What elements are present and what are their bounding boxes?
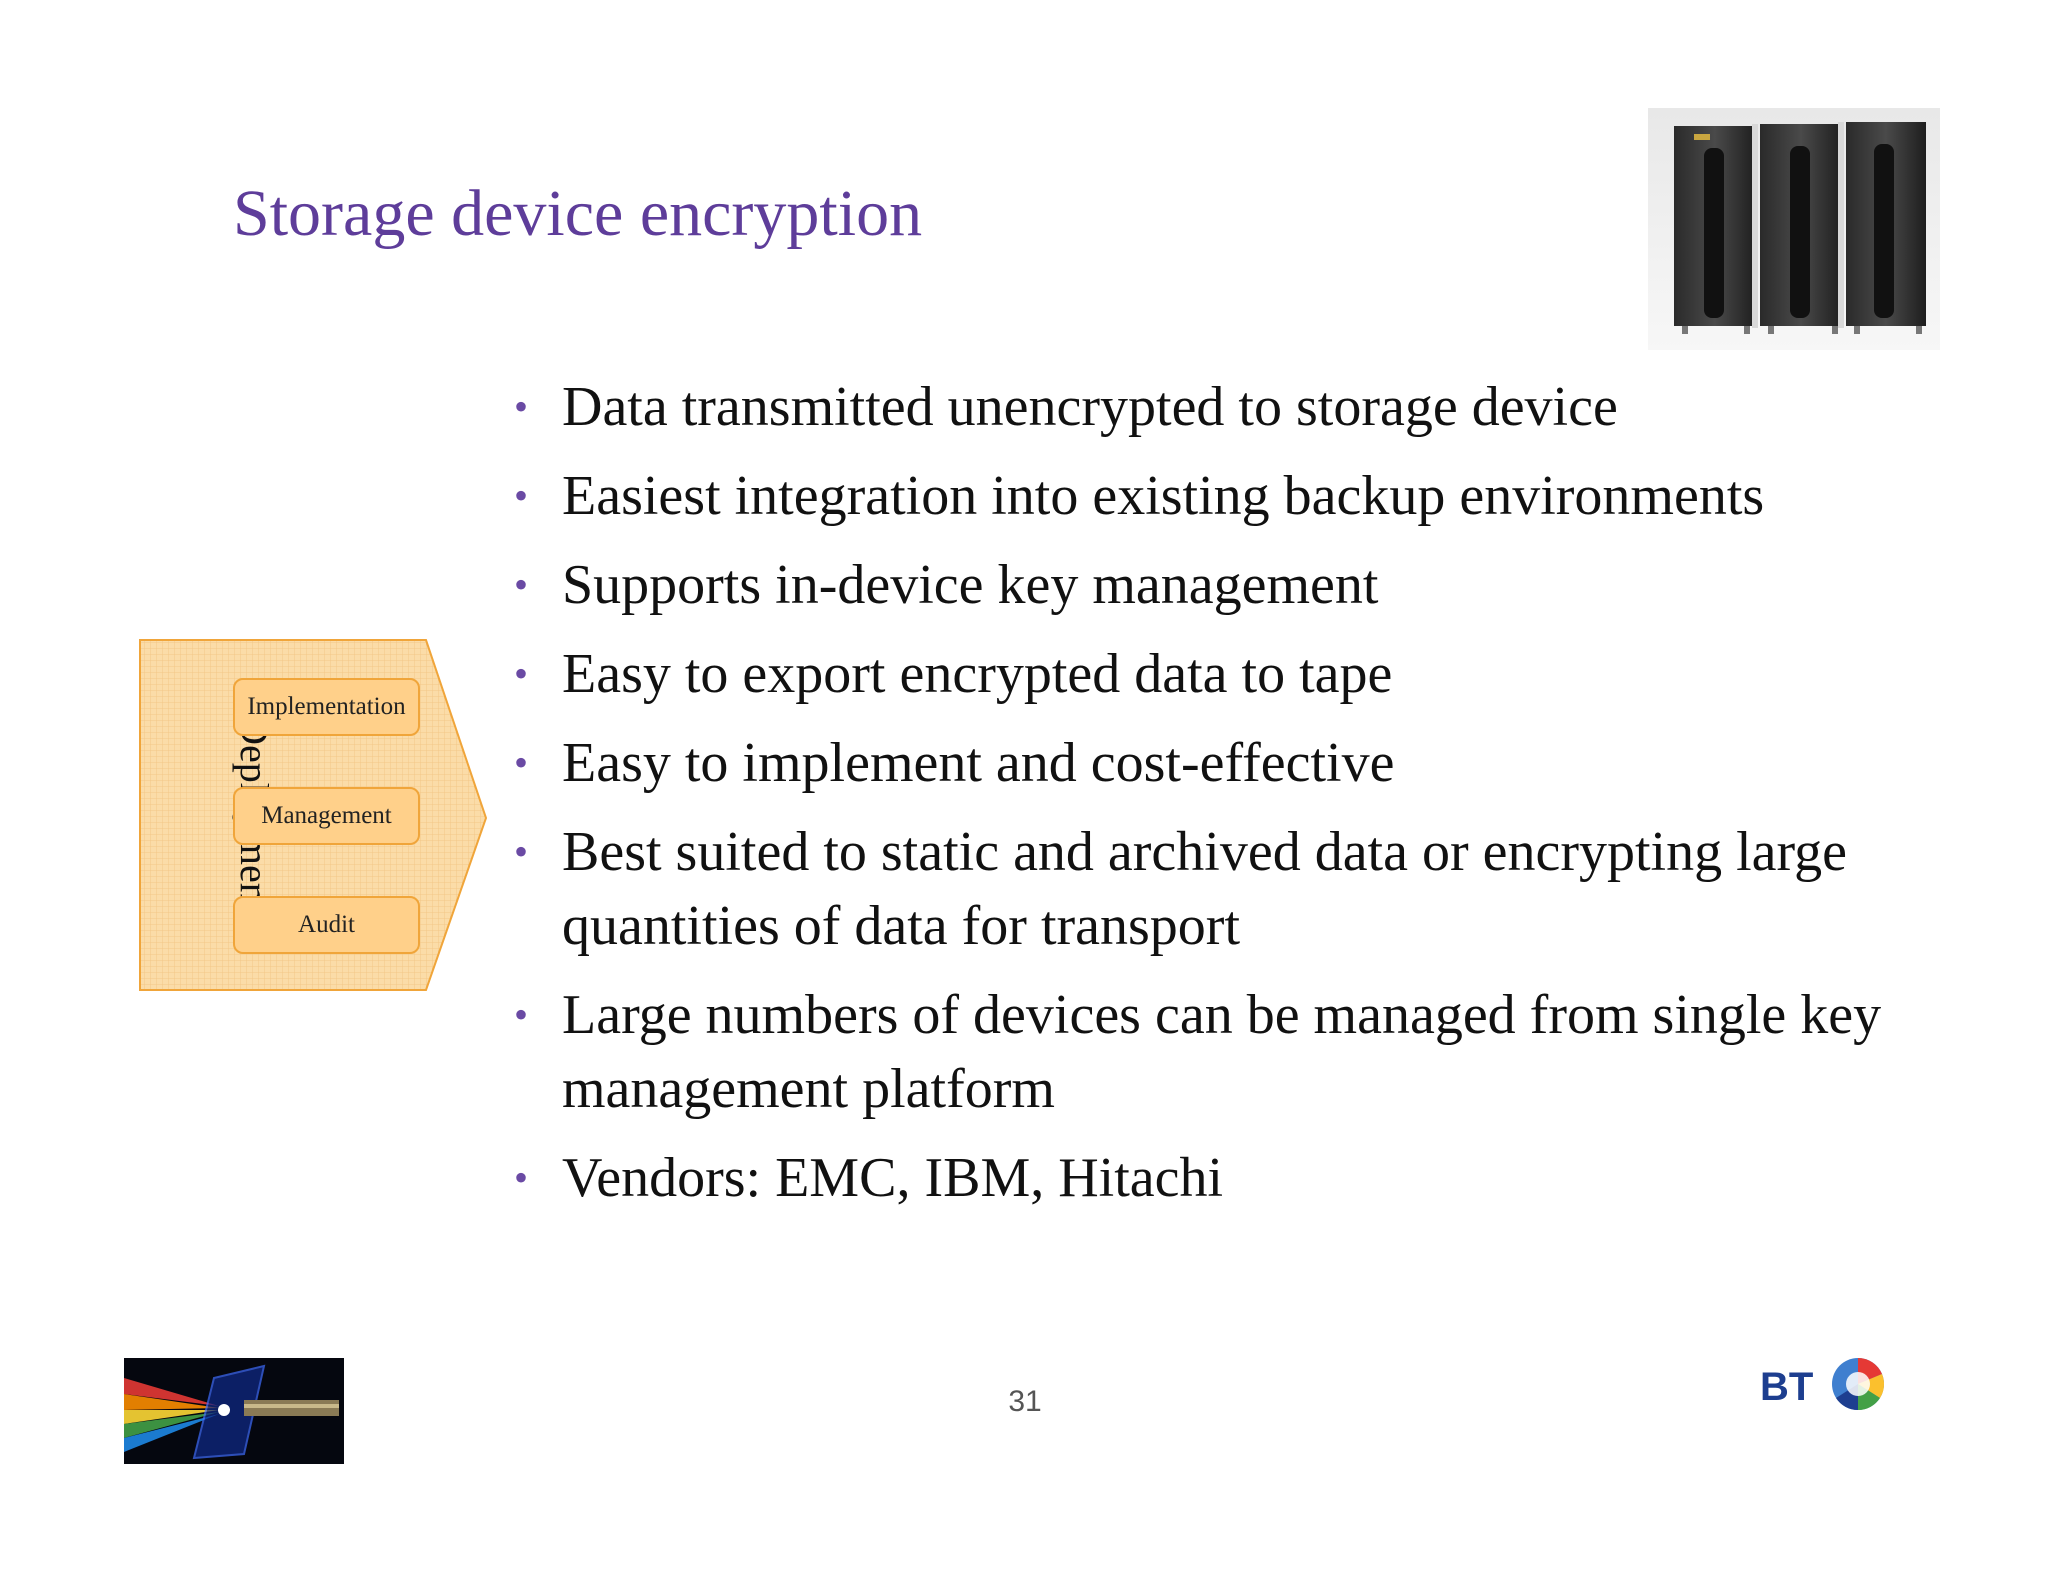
bullet-dot-icon: • [514, 473, 529, 518]
page-number: 31 [1008, 1385, 1042, 1418]
bullet-item: • Large numbers of devices can be managed from single key management platform [512, 978, 1912, 1126]
bt-logo-text: BT [1760, 1365, 1814, 1409]
implementation-box: Implementation [233, 678, 420, 736]
bullet-item: • Easiest integration into existing backup environments [512, 459, 1912, 533]
light-prism-image [124, 1358, 344, 1464]
deployment-diagram [138, 636, 490, 994]
bullet-dot-icon: • [514, 992, 529, 1037]
bullet-dot-icon: • [514, 562, 529, 607]
bullet-dot-icon: • [514, 384, 529, 429]
bullet-item: • Best suited to static and archived data or encrypting large quantities of data for transport [512, 815, 1912, 963]
management-box: Management [233, 787, 420, 845]
bullet-list [512, 370, 1912, 1230]
bullet-item: • Vendors: EMC, IBM, Hitachi [512, 1141, 1912, 1215]
bullet-item: • Easy to implement and cost-effective [512, 726, 1912, 800]
bullet-item: • Supports in-device key management [512, 548, 1912, 622]
storage-array-image [1648, 108, 1940, 350]
slide-title: Storage device encryption [233, 177, 923, 250]
bt-logo [1760, 1350, 1890, 1418]
bullet-item: • Data transmitted unencrypted to storage device [512, 370, 1912, 444]
bullet-dot-icon: • [514, 740, 529, 785]
bullet-dot-icon: • [514, 651, 529, 696]
bullet-dot-icon: • [514, 1155, 529, 1200]
bullet-dot-icon: • [514, 829, 529, 874]
audit-box: Audit [233, 896, 420, 954]
bullet-item: • Easy to export encrypted data to tape [512, 637, 1912, 711]
